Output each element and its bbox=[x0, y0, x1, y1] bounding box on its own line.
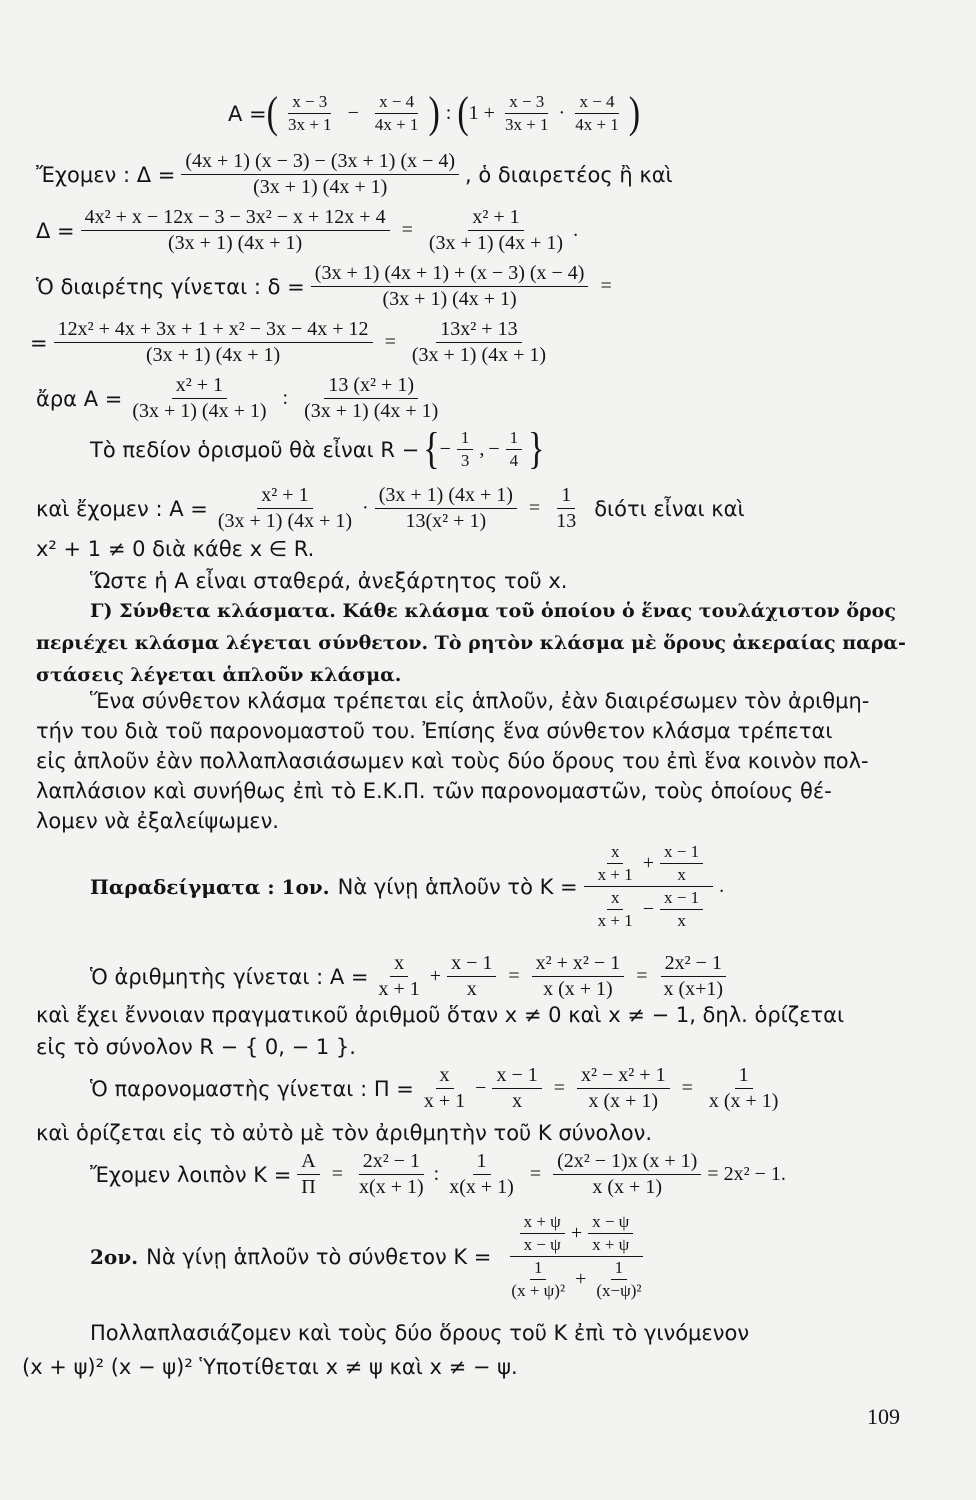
fraction: $\frac{x}{x + 1}$ bbox=[378, 952, 420, 1000]
fraction: $\frac{1}{x(x + 1)}$ bbox=[449, 1150, 514, 1198]
fraction: $\frac{x}{x + 1}$ bbox=[597, 888, 633, 930]
example-1: Παραδείγματα : 1ον. Νὰ γίνῃ ἁπλοῦν τὸ K = $\frac{x}{x + 1}$ + $\frac{x - 1}{x}$ $\frac{x}{x + 1}$ − $\frac{x - 1}{x}$ . bbox=[90, 842, 725, 930]
section-text-line: περιέχει κλάσμα λέγεται σύνθετον. Τὸ ρητὸν κλάσμα μὲ ὅρους ἀκεραίας παρα- bbox=[36, 632, 906, 654]
fraction: $\frac{x - 3}{3x + 1}$ bbox=[504, 92, 549, 134]
fraction: $\frac{\text{x² + 1}}{(3x + 1) (4x + 1)}$ bbox=[217, 484, 353, 532]
equation-divisor: Ὁ διαιρέτης γίνεται : δ = $\frac{(3x + 1) (4x + 1) + (x - 3) (x - 4)}{(3x + 1) (4x + 1)}$ = bbox=[36, 262, 612, 310]
section-text-line: στάσεις λέγεται ἁπλοῦν κλάσμα. bbox=[36, 664, 402, 686]
example-2: 2ον. Νὰ γίνῃ ἁπλοῦν τὸ σύνθετον K = $\frac{x + \psi}{x - \psi}$ + $\frac{x - \psi}{x + \psi}$ $\frac{1}{\text{(x + ψ)²}}$ + $\frac{1}{\text{(x−ψ)²}}$ bbox=[90, 1212, 662, 1301]
text-line: (x + ψ)² (x − ψ)² Ὑποτίθεται x ≠ ψ καὶ x ≠ − ψ. bbox=[22, 1355, 518, 1379]
paragraph-line: εἰς ἁπλοῦν ἐὰν πολλαπλασιάσωμεν καὶ τοὺς δύο ὅρους του ἐπὶ ἕνα κοινὸν πολ- bbox=[36, 749, 869, 773]
fraction: $\frac{x - 4}{4x + 1}$ bbox=[575, 92, 619, 134]
numerator-line: Ὁ ἀριθμητὴς γίνεται : A = $\frac{x}{x + 1}$ + $\frac{x - 1}{x}$ = $\frac{\text{x² + x² − 1}}{x (x + 1)}$ = $\frac{\text{2x² − 1}}{x (x+1)}$ bbox=[90, 952, 733, 1001]
compound-fraction: $\frac{x}{x + 1}$ + $\frac{x - 1}{x}$ $\frac{x}{x + 1}$ − $\frac{x - 1}{x}$ bbox=[584, 842, 713, 931]
paragraph-line: λομεν νὰ ἐξαλείψωμεν. bbox=[36, 809, 279, 833]
fraction: $\frac{1}{\text{(x−ψ)²}}$ bbox=[596, 1258, 642, 1300]
fraction: $\frac{(3x + 1) (4x + 1) + (x - 3) (x - 4)}{(3x + 1) (4x + 1)}$ bbox=[311, 262, 589, 311]
fraction: $\frac{\text{(2x² − 1)x (x + 1)}}{x (x + 1)}$ bbox=[553, 1150, 701, 1199]
fraction: $\frac{x - \psi}{x + \psi}$ bbox=[588, 1212, 633, 1255]
fraction: $\frac{x - 4}{4x + 1}$ bbox=[374, 92, 419, 134]
equation-divisor-expanded: = $\frac{\text{12x² + 4x + 3x + 1 + x² − 3x − 4x + 12}}{(3x + 1) (4x + 1)}$ = $\frac{\text{13x² + 13}}{(3x + 1) (4x + 1)}$ bbox=[30, 318, 556, 367]
fraction: $\frac{\text{4x² + x − 12x − 3 − 3x² − x + 12x + 4}}{(3x + 1) (4x + 1)}$ bbox=[81, 206, 390, 255]
compound-fraction: $\frac{x + \psi}{x - \psi}$ + $\frac{x - \psi}{x + \psi}$ $\frac{1}{\text{(x + ψ)²}}$ + $\frac{1}{\text{(x−ψ)²}}$ bbox=[497, 1212, 655, 1301]
text-line: x² + 1 ≠ 0 διὰ κάθε x ∈ R. bbox=[36, 537, 315, 561]
equation-A: A = ( $\frac{x - 3}{3x + 1}$ − $\frac{x - 4}{4x + 1}$ ) : ( 1 + $\frac{x - 3}{3x + 1}$ · $\frac{x - 4}{4x + 1}$ ) bbox=[228, 88, 641, 137]
text-line: Πολλαπλασιάζομεν καὶ τοὺς δύο ὅρους τοῦ K ἐπὶ τὸ γινόμενον bbox=[90, 1321, 750, 1345]
fraction: $\frac{\text{x² + x² − 1}}{x (x + 1)}$ bbox=[532, 952, 625, 1001]
text-line: καὶ ἔχει ἔννοιαν πραγματικοῦ ἀριθμοῦ ὅταν x ≠ 0 καὶ x ≠ − 1, δηλ. ὁρίζεται bbox=[36, 1003, 845, 1027]
equation-delta-expanded: Δ = $\frac{\text{4x² + x − 12x − 3 − 3x² − x + 12x + 4}}{(3x + 1) (4x + 1)}$ = $\frac{\text{x² + 1}}{(3x + 1) (4x + 1)}$ . bbox=[36, 206, 579, 254]
fraction: $\frac{\text{x² − x² + 1}}{x (x + 1)}$ bbox=[577, 1064, 670, 1113]
fraction: $\frac{\text{13 (x² + 1)}}{(3x + 1) (4x + 1)}$ bbox=[304, 374, 439, 422]
text-line: Ὥστε ἡ A εἶναι σταθερά, ἀνεξάρτητος τοῦ x. bbox=[90, 569, 568, 593]
paragraph-line: Ἕνα σύνθετον κλάσμα τρέπεται εἰς ἁπλοῦν, ἐὰν διαιρέσωμεν τὸν ἀριθμη- bbox=[90, 689, 870, 713]
denominator-line: Ὁ παρονομαστὴς γίνεται : Π = $\frac{x}{x + 1}$ − $\frac{x - 1}{x}$ = $\frac{\text{x² − x² + 1}}{x (x + 1)}$ = $\frac{1}{x (x + 1)}$ bbox=[90, 1064, 788, 1113]
equation-result: καὶ ἔχομεν : A = $\frac{\text{x² + 1}}{(3x + 1) (4x + 1)}$ · $\frac{(3x + 1) (4x + 1)}{\text{13(x² + 1)}}$ = $\frac{1}{13}$ διότι εἶναι καὶ bbox=[36, 484, 745, 532]
fraction: $\frac{x - 1}{x}$ bbox=[660, 888, 703, 931]
fraction: $\frac{1}{3}$ bbox=[457, 428, 474, 471]
fraction: $\frac{1}{\text{(x + ψ)²}}$ bbox=[511, 1258, 566, 1300]
fraction: $\frac{x}{x + 1}$ bbox=[423, 1064, 466, 1112]
fraction: $\frac{x}{x + 1}$ bbox=[597, 842, 633, 884]
fraction: $\frac{\text{13x² + 13}}{(3x + 1) (4x + 1)}$ bbox=[411, 318, 547, 366]
fraction: $\frac{x - 1}{x}$ bbox=[492, 1064, 541, 1113]
fraction: $\frac{(4x + 1) (x - 3) - (3x + 1) (x - 4)}{(3x + 1) (4x + 1)}$ bbox=[181, 150, 459, 199]
text-line: εἰς τὸ σύνολον R − { 0, − 1 }. bbox=[36, 1035, 356, 1059]
domain-line: Τὸ πεδίον ὁρισμοῦ θὰ εἶναι R − { − $\frac{1}{3}$ , − $\frac{1}{4}$ } bbox=[90, 424, 545, 473]
fraction: $\frac{x + \psi}{x - \psi}$ bbox=[520, 1212, 565, 1255]
fraction: $\frac{1}{x (x + 1)}$ bbox=[708, 1064, 779, 1112]
paragraph-line: λαπλάσιον καὶ συνήθως ἐπὶ τὸ Ε.Κ.Π. τῶν παρονομαστῶν, τοὺς ὁποίους θέ- bbox=[36, 779, 832, 803]
equation-ara-A: ἄρα A = $\frac{\text{x² + 1}}{(3x + 1) (4x + 1)}$ : $\frac{\text{13 (x² + 1)}}{(3x + 1) (4x + 1)}$ bbox=[36, 374, 448, 423]
k-result-line: Ἔχομεν λοιπὸν K = $\frac{A}{\Pi}$ = $\frac{\text{2x² − 1}}{x(x + 1)}$ : $\frac{1}{x(x + 1)}$ = $\frac{\text{(2x² − 1)x (x + 1)}}{x (x + 1)}$ = 2x² − 1. bbox=[90, 1150, 786, 1198]
paragraph-line: τήν του διὰ τοῦ παρονομαστοῦ του. Ἐπίσης ἕνα σύνθετον κλάσμα τρέπεται bbox=[36, 719, 833, 743]
fraction: $\frac{(3x + 1) (4x + 1)}{\text{13(x² + 1)}}$ bbox=[375, 484, 517, 533]
fraction: $\frac{\text{x² + 1}}{(3x + 1) (4x + 1)}$ bbox=[132, 374, 267, 422]
fraction: $\frac{\text{2x² − 1}}{x(x + 1)}$ bbox=[359, 1150, 424, 1198]
fraction: $\frac{1}{13}$ bbox=[556, 484, 577, 532]
fraction: $\frac{1}{4}$ bbox=[506, 428, 523, 471]
fraction: $\frac{A}{\Pi}$ bbox=[297, 1150, 319, 1199]
fraction: $\frac{\text{2x² − 1}}{x (x+1)}$ bbox=[659, 952, 727, 1001]
equation-delta: Ἔχομεν : Δ = $\frac{(4x + 1) (x - 3) - (3x + 1) (x - 4)}{(3x + 1) (4x + 1)}$ , ὁ διαιρετέος ἢ καὶ bbox=[36, 150, 673, 198]
fraction: $\frac{\text{12x² + 4x + 3x + 1 + x² − 3x − 4x + 12}}{(3x + 1) (4x + 1)}$ bbox=[54, 318, 373, 367]
fraction: $\frac{x - 1}{x}$ bbox=[660, 842, 703, 885]
text-line: καὶ ὁρίζεται εἰς τὸ αὐτὸ μὲ τὸν ἀριθμητὴν τοῦ K σύνολον. bbox=[36, 1121, 653, 1145]
section-heading-line: Γ) Σύνθετα κλάσματα. Κάθε κλάσμα τοῦ ὁποίου ὁ ἕνας τουλάχιστον ὅρος bbox=[90, 600, 896, 622]
fraction: $\frac{x - 3}{3x + 1}$ bbox=[287, 92, 332, 134]
fraction: $\frac{x - 1}{x}$ bbox=[447, 952, 496, 1001]
fraction: $\frac{\text{x² + 1}}{(3x + 1) (4x + 1)}$ bbox=[428, 206, 564, 254]
page-number: 109 bbox=[867, 1404, 900, 1429]
